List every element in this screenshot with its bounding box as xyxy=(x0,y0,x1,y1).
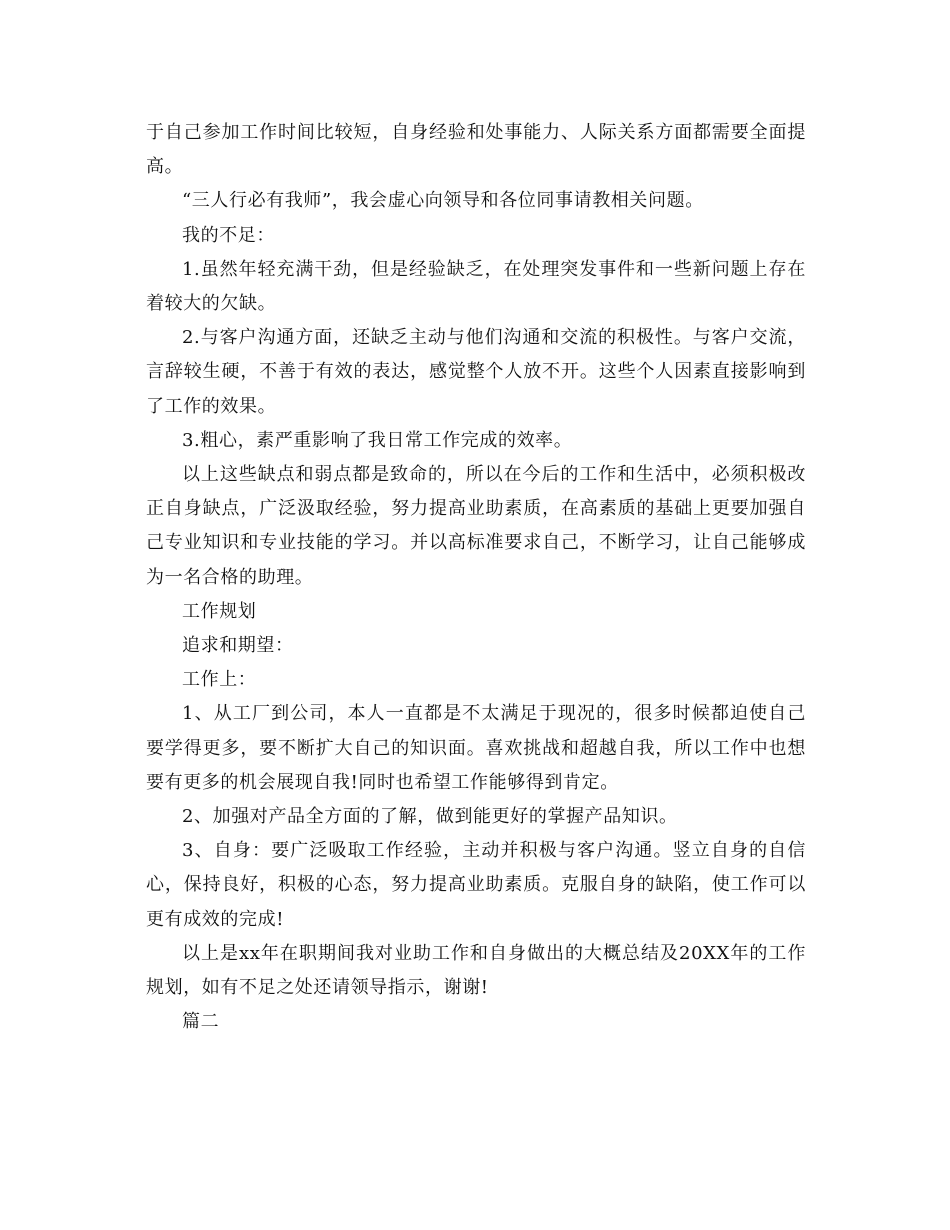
plan-item-1: 1、从工厂到公司，本人一直都是不太满足于现况的，很多时候都迫使自己要学得更多，要不断扩大自己的知识面。喜欢挑战和超越自我，所以工作中也想要有更多的机会展现自我!同时也希望工作能够得到肯定。 xyxy=(146,703,806,793)
heading-work-plan: 工作规划 xyxy=(182,600,257,622)
shortcoming-item-2: 2.与客户沟通方面，还缺乏主动与他们沟通和交流的积极性。与客户交流，言辞较生硬，不善于有效的表达，感觉整个人放不开。这些个人因素直接影响到了工作的效果。 xyxy=(146,327,806,417)
document-body xyxy=(146,116,806,1039)
heading-goals: 追求和期望： xyxy=(182,635,294,657)
paragraph-closing: 以上是xx年在职期间我对业助工作和自身做出的大概总结及20XX年的工作规划，如有不足之处还请领导指示，谢谢! xyxy=(146,942,806,999)
heading-work: 工作上： xyxy=(182,669,257,691)
paragraph-continuation: 于自己参加工作时间比较短，自身经验和处事能力、人际关系方面都需要全面提高。 xyxy=(146,122,806,178)
section-heading-part-two: 篇二 xyxy=(182,1011,220,1033)
plan-item-2: 2、加强对产品全方面的了解，做到能更好的掌握产品知识。 xyxy=(182,806,678,828)
shortcoming-item-1: 1.虽然年轻充满干劲，但是经验缺乏，在处理突发事件和一些新问题上存在着较大的欠缺。 xyxy=(146,258,806,315)
paragraph-summary: 以上这些缺点和弱点都是致命的，所以在今后的工作和生活中，必须积极改正自身缺点，广泛汲取经验，努力提高业助素质，在高素质的基础上更要加强自己专业知识和专业技能的学习。并以高标准要求自己，不断学习，让自己能够成为一名合格的助理。 xyxy=(146,464,806,588)
plan-item-3: 3、自身：要广泛吸取工作经验，主动并积极与客户沟通。竖立自身的自信心，保持良好，积极的心态，努力提高业助素质。克服自身的缺陷，使工作可以更有成效的完成! xyxy=(146,840,806,930)
paragraph-quote: “三人行必有我师”，我会虚心向领导和各位同事请教相关问题。 xyxy=(182,190,704,212)
shortcoming-item-3: 3.粗心，素严重影响了我日常工作完成的效率。 xyxy=(182,429,573,451)
heading-shortcomings: 我的不足： xyxy=(182,224,275,246)
